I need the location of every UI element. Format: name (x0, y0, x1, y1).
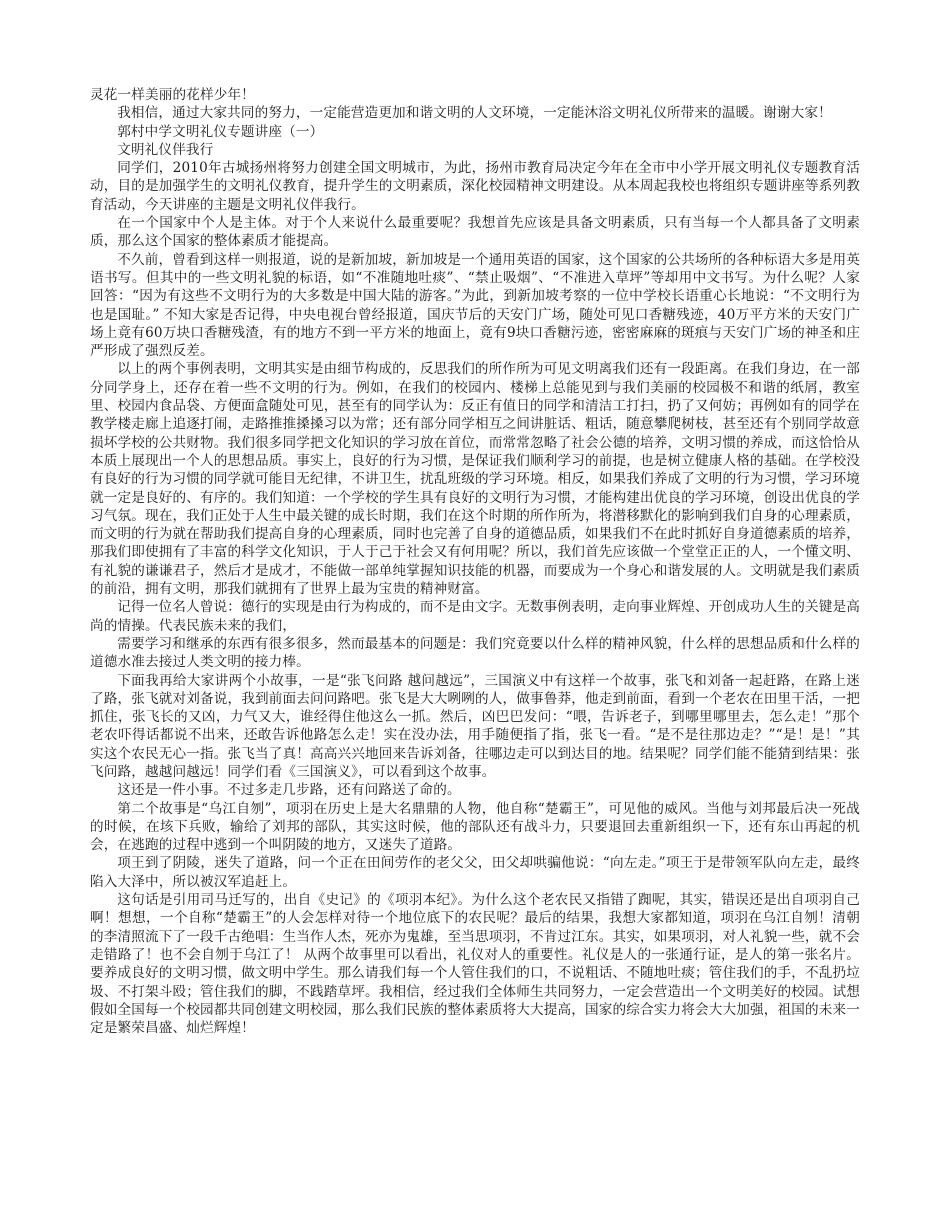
lecture-title: 郭村中学文明礼仪专题讲座（一） (117, 123, 324, 140)
paragraph-closing-thanks: 我相信，通过大家共同的努力，一定能营造更加和谐文明的人文环境，一定能沐浴文明礼仪所带来的温暖。谢谢大家！ (117, 105, 832, 122)
paragraph-yinling: 项王到了阴陵，迷失了道路，问一个正在田间劳作的老父父，田父却哄骗他说：“向左走。”项王于是带领军队向左走，最终陷入大泽中，所以被汉军追赶上。 (90, 855, 860, 890)
paragraph-individual: 在一个国家中个人是主体。对于个人来说什么最重要呢？我想首先应该是具备文明素质，只有当每一个人都具备了文明素质，那么这个国家的整体素质才能提高。 (90, 215, 860, 250)
paragraph-intro: 同学们，2010年古城扬州将努力创建全国文明城市，为此，扬州市教育局决定今年在全市中小学开展文明礼仪专题教育活动，目的是加强学生的文明礼仪教育，提升学生的文明素质，深化校园精神文明建设。从本周起我校也将组织专题讲座等系列教育活动，今天讲座的主题是文明礼仪伴我行。 (90, 160, 860, 213)
paragraph-story-xiangyu: 第二个故事是“乌江自刎”，项羽在历史上是大名鼎鼎的人物，他自称“楚霸王”，可见他的威风。当他与刘邦最后决一死战的时候，在垓下兵败，输给了刘邦的部队，其实这时候，他的部队还有战斗力，只要退回去重新组织一下，还有东山再起的机会，在逃跑的过程中逃到一个叫阴陵的地方，又迷失了道路。 (90, 800, 860, 854)
document-body (90, 86, 860, 1037)
paragraph-small-matter: 这还是一件小事。不过多走几步路，还有问路送了命的。 (117, 782, 461, 799)
lecture-subtitle: 文明礼仪伴我行 (117, 141, 214, 158)
paragraph-story-zhangfei: 下面我再给大家讲两个小故事，一是“张飞问路 越问越远”，三国演义中有这样一个故事，张飞和刘备一起赶路，在路上迷了路，张飞就对刘备说，我到前面去问问路吧。张飞是大大咧咧的人，做事鲁莽，他走到前面，看到一个老农在田里干活，一把抓住，张飞长的又凶，力气又大，谁经得住他这么一抓。然后，凶巴巴发问：“喂，告诉老子，到哪里哪里去，怎么走！”那个老农吓得话都说不出来，还敢告诉他路怎么走！实在没办法，用手随便指了指，张飞一看。“是不是往那边走？”“是！是！”其实这个农民无心一指。张飞当了真！高高兴兴地回来告诉刘备，往哪边走可以到达目的地。结果呢？同学们能不能猜到结果：张飞问路，越越问越远！同学们看《三国演义》，可以看到这个故事。 (90, 672, 860, 780)
paragraph-examples: 以上的两个事例表明，文明其实是由细节构成的，反思我们的所作所为可见文明离我们还有一段距离。在我们身边，在一部分同学身上，还存在着一些不文明的行为。例如，在我们的校园内、楼梯上总能见到与我们美丽的校园极不和谐的纸屑，教室里、校园内食品袋、方便面盒随处可见，甚至有的同学认为：反正有值日的同学和清洁工打扫，扔了又何妨；再例如有的同学在教学楼走廊上追逐打闹，走路推推搡搡习以为常；还有部分同学相互之间讲脏话、粗话，随意攀爬树枝，甚至还有个别同学故意损坏学校的公共财物。我们很多同学把文化知识的学习放在首位，而常常忽略了社会公德的培养，文明习惯的养成，而这恰恰从本质上展现出一个人的思想品质。事实上，良好的行为习惯，是保证我们顺利学习的前提，也是树立健康人格的基础。在学校没有良好的行为习惯的同学就可能目无纪律，不讲卫生，扰乱班级的学习环境。相反，如果我们养成了文明的行为习惯，学习环境就一定是良好的、有序的。我们知道：一个学校的学生具有良好的文明行为习惯，才能构建出优良的学习环境，创设出优良的学习气氛。现在，我们正处于人生中最关键的成长时期，我们在这个时期的所作所为，将潜移默化的影响到我们自身的心理素质，而文明的行为就在帮助我们提高自身的心理素质，同时也完善了自身的道德品质，如果我们不在此时抓好自身道德素质的培养，那我们即使拥有了丰富的科学文化知识，于人于己于社会又有何用呢？所以，我们首先应该做一个堂堂正正的人，一个懂文明、有礼貌的谦谦君子，然后才是成才，不能做一部单纯掌握知识技能的机器，而要成为一个身心和谐发展的人。文明就是我们素质的前沿，拥有文明，那我们就拥有了世界上最为宝贵的精神财富。 (90, 361, 860, 598)
paragraph-inheritance: 需要学习和继承的东西有很多很多，然而最基本的问题是：我们究竟要以什么样的精神风貌，什么样的思想品质和什么样的道德水准去接过人类文明的接力棒。 (90, 635, 860, 671)
paragraph-singapore-report: 不久前，曾看到这样一则报道，说的是新加坡，新加坡是一个通用英语的国家，这个国家的公共场所的各种标语大多是用英语书写。但其中的一些文明礼貌的标语，如“不准随地吐痰”、“禁止吸烟”、“不准进入草坪”等却用中文书写。为什么呢？人家回答：“因为有这些不文明行为的大多数是中国大陆的游客。”为此，到新加坡考察的一位中学校长语重心长地说：“不文明行为也是国耻。” 不知大家是否记得，中央电视台曾经报道，国庆节后的天安门广场，随处可见口香糖残迹，40万平方米的天安门广场上竟有60万块口香糖残渣，有的地方不到一平方米的地面上，竟有9块口香糖污迹，密密麻麻的斑痕与天安门广场的神圣和庄严形成了强烈反差。 (90, 251, 860, 360)
paragraph-conclusion: 这句话是引用司马迁写的，出自《史记》的《项羽本纪》。为什么这个老农民又指错了踟呢，其实，错误还是出自项羽自己啊！想想，一个自称“楚霸王”的人会怎样对待一个地位底下的农民呢？最后的结果，我想大家都知道，项羽在乌江自刎！清朝的李清照流下了一段千古绝唱：生当作人杰，死亦为鬼雄，至当思项羽，不肯过江东。其实，如果项羽，对人礼貌一些，就不会走错路了！也不会自刎于乌江了！ 从两个故事里可以看出，礼仪对人的重要性。礼仪是人的一张通行证，是人的第一张名片。要养成良好的文明习惯，做文明中学生。那么请我们每一个人管住我们的口，不说粗话、不随地吐痰；管住我们的手，不乱扔垃圾、不打架斗殴；管住我们的脚，不践踏草坪。我相信，经过我们全体师生共同努力，一定会营造出一个文明美好的校园。试想假如全国每一个校园都共同创建文明校园，那么我们民族的整体素质将大大提高，国家的综合实力将会大大加强，祖国的未来一定是繁荣昌盛、灿烂辉煌！ (90, 892, 860, 1037)
paragraph-quote: 记得一位名人曾说：德行的实现是由行为构成的，而不是由文字。无数事例表明，走向事业辉煌、开创成功人生的关键是高尚的情操。代表民族未来的我们， (90, 599, 860, 634)
paragraph-closing-fragment: 灵花一样美丽的花样少年！ (90, 87, 255, 103)
